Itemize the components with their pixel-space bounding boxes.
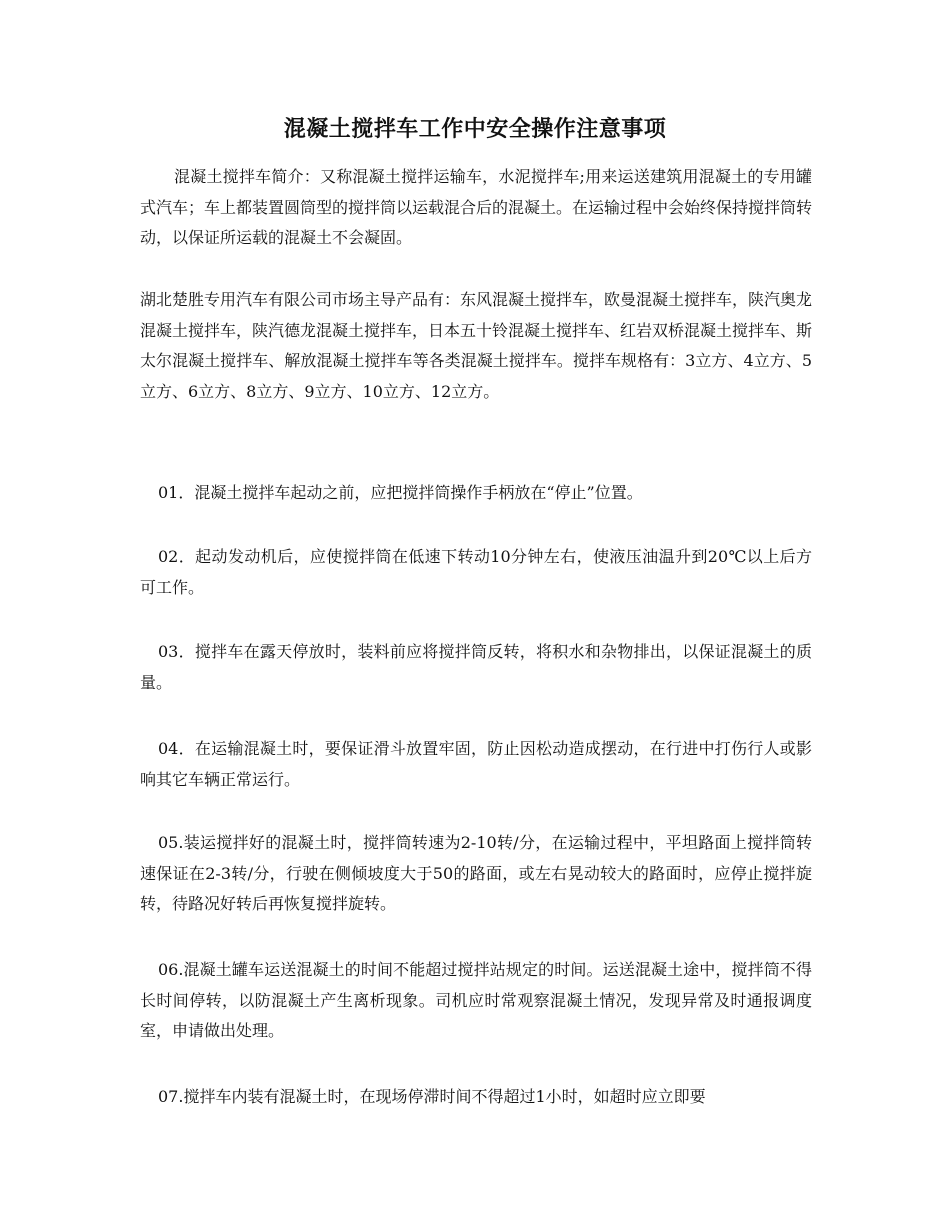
- safety-item-05: 05.装运搅拌好的混凝土时，搅拌筒转速为2-10转/分，在运输过程中，平坦路面上搅拌筒转速保证在2-3转/分，行驶在侧倾坡度大于50的路面，或左右晃动较大的路面时，应停止搅拌旋转，待路况好转后再恢复搅拌旋转。: [140, 833, 812, 913]
- safety-item-06: 06.混凝土罐车运送混凝土的时间不能超过搅拌站规定的时间。运送混凝土途中，搅拌筒不得长时间停转，以防混凝土产生离析现象。司机应时常观察混凝土情况，发现异常及时通报调度室，申请做出处理。: [140, 960, 812, 1040]
- safety-item-01: 01．混凝土搅拌车起动之前，应把搅拌筒操作手柄放在“停止”位置。: [158, 483, 643, 502]
- document-title: 混凝土搅拌车工作中安全操作注意事项: [283, 116, 667, 142]
- intro-paragraph: 混凝土搅拌车简介：又称混凝土搅拌运输车，水泥搅拌车;用来运送建筑用混凝土的专用罐式汽车；车上都装置圆筒型的搅拌筒以运载混合后的混凝土。在运输过程中会始终保持搅拌筒转动，以保证所运载的混凝土不会凝固。: [140, 167, 813, 247]
- safety-item-04: 04．在运输混凝土时，要保证滑斗放置牢固，防止因松动造成摆动，在行进中打伤行人或影响其它车辆正常运行。: [140, 739, 812, 789]
- company-products-paragraph: 湖北楚胜专用汽车有限公司市场主导产品有：东风混凝土搅拌车，欧曼混凝土搅拌车，陕汽奥龙混凝土搅拌车，陕汽德龙混凝土搅拌车，日本五十铃混凝土搅拌车、红岩双桥混凝土搅拌车、斯太尔混凝土搅拌车、解放混凝土搅拌车等各类混凝土搅拌车。搅拌车规格有：3立方、4立方、5立方、6立方、8立方、9立方、10立方、12立方。: [140, 290, 813, 401]
- safety-item-07: 07.搅拌车内装有混凝土时，在现场停滞时间不得超过1小时，如超时应立即要: [158, 1087, 706, 1106]
- safety-item-02: 02．起动发动机后，应使搅拌筒在低速下转动10分钟左右，使液压油温升到20℃以上后方可工作。: [140, 547, 812, 597]
- safety-item-03: 03．搅拌车在露天停放时，装料前应将搅拌筒反转，将积水和杂物排出，以保证混凝土的质量。: [140, 642, 812, 692]
